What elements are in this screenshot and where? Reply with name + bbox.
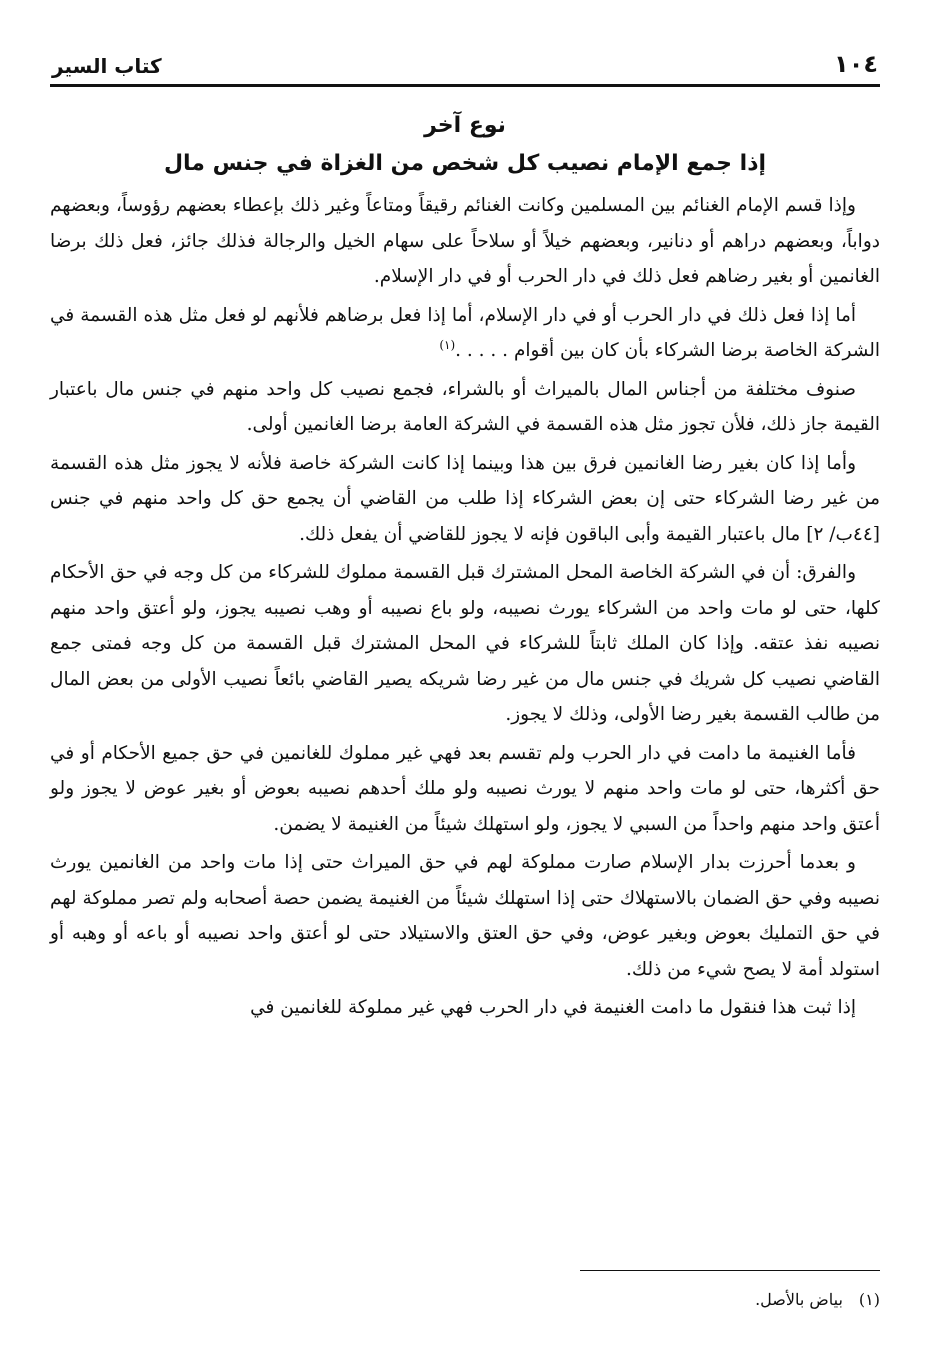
footnote-reference: (١)	[439, 337, 456, 352]
paragraph-7: و بعدما أحرزت بدار الإسلام صارت مملوكة لهم في حق الميراث حتى إذا مات واحد من الغانمين يورث نصيبه وفي حق الضمان بالاستهلاك حتى إذا استهلك شيئاً من الغنيمة يضمن حصة أصحابه ولم تصر مملوكة لهم في حق التمليك بعوض وبغير عوض، وفي حق العتق والاستيلاد حتى لو أعتق واحد نصيبه أو باعه أو وهبه أو استولد أمة لا يصح شيء من ذلك.	[50, 852, 880, 980]
chapter-heading: إذا جمع الإمام نصيب كل شخص من الغزاة في جنس مال	[163, 151, 767, 176]
paragraph-6: فأما الغنيمة ما دامت في دار الحرب ولم تقسم بعد فهي غير مملوك للغانمين في حق جميع الأحكام أو في حق أكثرها، حتى لو مات واحد منهم لا يورث نصيبه ولو ملك أحدهم نصيبه بعوض أو بغير عوض لا يجوز ولو أعتق واحد منهم واحداً من السبي لا يجوز، ولو استهلك شيئاً من الغنيمة لا يضمن.	[50, 742, 880, 835]
paragraph-2	[50, 298, 880, 369]
paragraph-8: إذا ثبت هذا فنقول ما دامت الغنيمة في دار الحرب فهي غير مملوكة للغانمين في	[250, 997, 856, 1018]
paragraph-4: وأما إذا كان بغير رضا الغانمين فرق بين هذا وبينما إذا كانت الشركة خاصة فلأنه لا يجوز مثل هذه القسمة من غير رضا الشركاء حتى إن بعض الشركاء إذا طلب من القاضي أن يجمع حق كل واحد منهم في جنس [٤٤ب/ ٢] مال باعتبار القيمة وأبى الباقون فإنه لا يجوز للقاضي أن يفعل ذلك.	[50, 452, 880, 545]
paragraph-2-text: أما إذا فعل ذلك في دار الحرب أو في دار الإسلام، أما إذا فعل برضاهم فلأنهم لو فعل مثل هذه القسمة في الشركة الخاصة برضا الشركاء بأن كان بين أقوام . . . . .	[50, 304, 880, 361]
paragraph-1: وإذا قسم الإمام الغنائم بين المسلمين وكانت الغنائم رقيقاً ومتاعاً وغير ذلك بإعطاء بعضهم رؤوساً، وبعضهم دواباً، وبعضهم دراهم أو دنانير، وبعضهم خيلاً أو سلاحاً على سهام الخيل والرجالة فذلك جائز، فعل ذلك برضا الغانمين أو بغير رضاهم فعل ذلك في دار الحرب أو في دار الإسلام.	[50, 195, 880, 287]
footnote-rule	[580, 1270, 880, 1271]
paragraph-5: والفرق: أن في الشركة الخاصة المحل المشترك قبل القسمة مملوك للشركاء من كل وجه في حق الأحكام كلها، حتى لو مات واحد من الشركاء يورث نصيبه، ولو باع نصيبه أو وهب نصيبه يجوز، ولو أعتق واحد منهم نصيبه نفذ عتقه. وإذا كان الملك ثابتاً للشركاء في المحل المشترك قبل القسمة من كل وجه فمتى جمع القاضي نصيب كل شريك في جنس مال من غير رضا شريكه يصير القاضي بائعاً نصيب الأولى من بعض المال من طالب القسمة بغير رضا الأولى، وذلك لا يجوز.	[50, 562, 880, 725]
body-text	[50, 188, 880, 1029]
paragraph-3: صنوف مختلفة من أجناس المال بالميراث أو بالشراء، فجمع نصيب كل واحد منهم في جنس مال باعتبار القيمة جاز ذلك، فلأن تجوز مثل هذه القسمة في الشركة العامة برضا الغانمين أولى.	[50, 378, 880, 435]
page-number: ١٠٤	[834, 50, 878, 78]
book-title: كتاب السير	[52, 54, 162, 78]
footnote-number: (١)	[858, 1290, 880, 1309]
footnote	[755, 1288, 880, 1312]
running-head	[52, 38, 878, 78]
footnote-text: بياض بالأصل.	[755, 1290, 843, 1309]
header-rule	[50, 84, 880, 87]
section-heading: نوع آخر	[424, 113, 506, 138]
